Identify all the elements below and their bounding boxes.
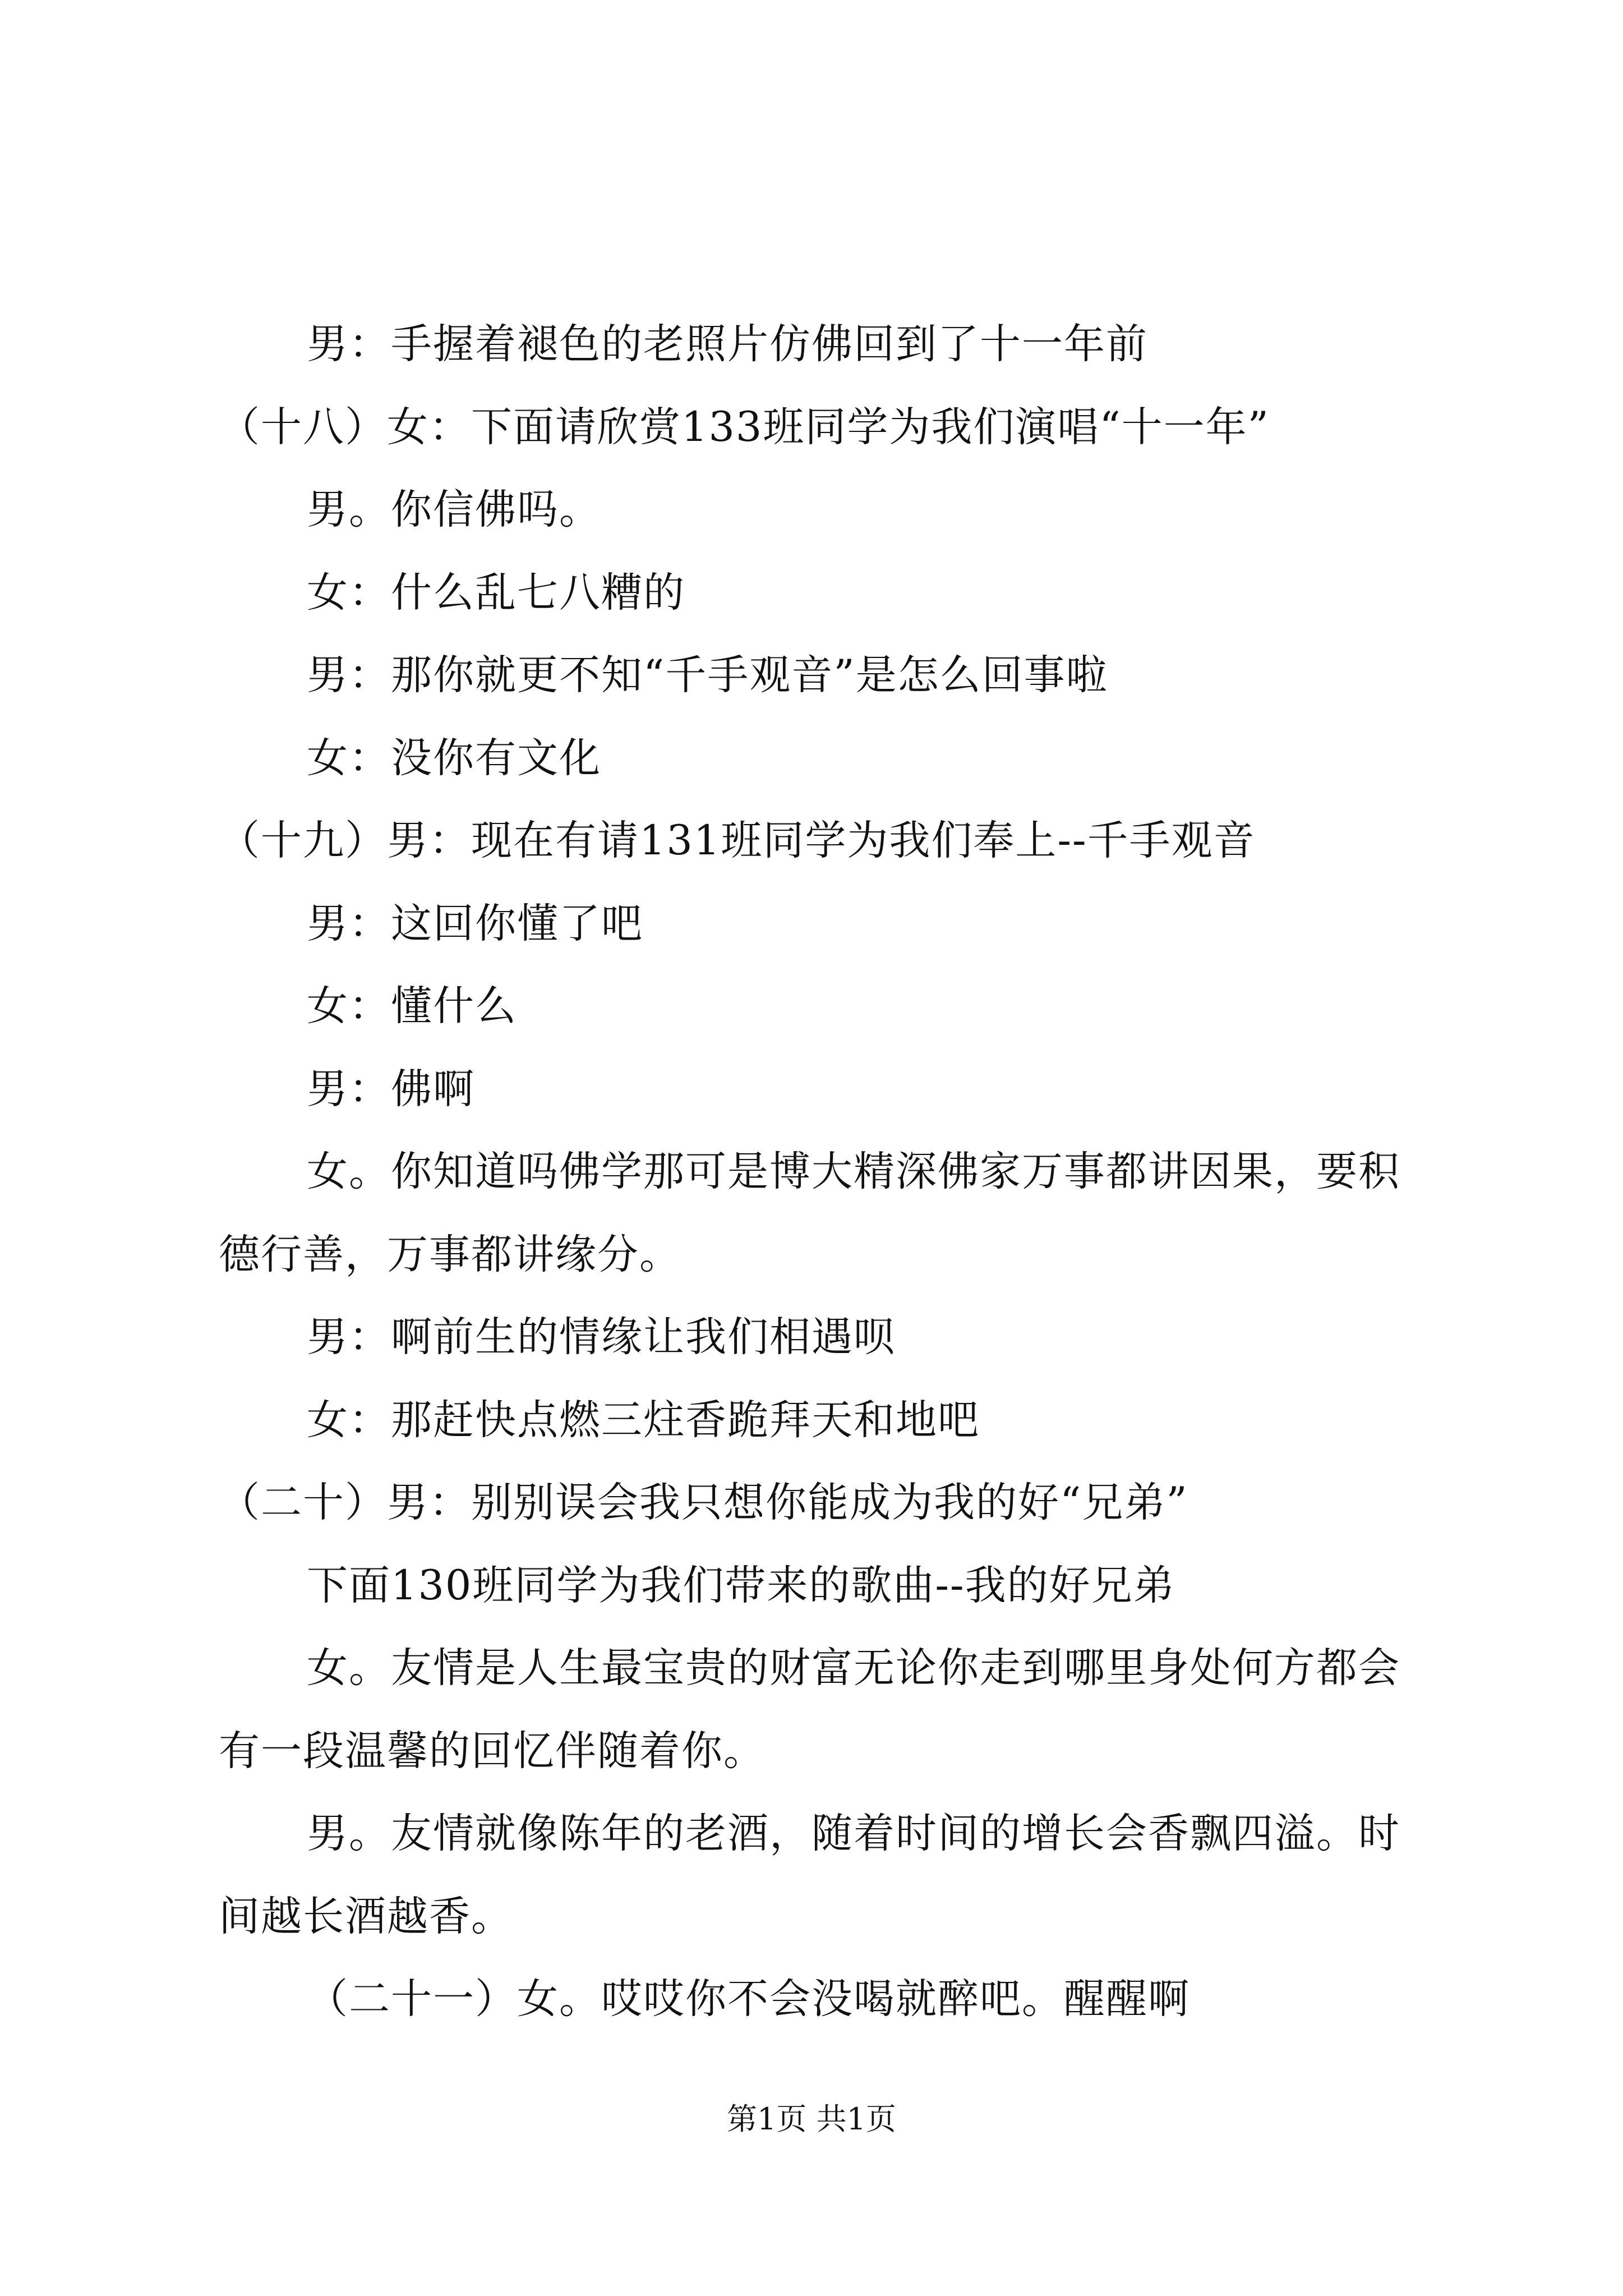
text-line: 德行善，万事都讲缘分。 <box>219 1230 681 1278</box>
text-line: 女：懂什么 <box>307 982 517 1030</box>
text-line: （二十）男：别别误会我只想你能成为我的好“兄弟” <box>219 1479 1188 1526</box>
text-line: 女。友情是人生最宝贵的财富无论你走到哪里身处何方都会 <box>307 1644 1400 1692</box>
text-line: （十八）女：下面请欣赏133班同学为我们演唱“十一年” <box>219 403 1270 451</box>
text-line: 下面130班同学为我们带来的歌曲--我的好兄弟 <box>307 1561 1175 1609</box>
text-line: （二十一）女。哎哎你不会没喝就醉吧。醒醒啊 <box>307 1975 1190 2023</box>
text-line: 有一段温馨的回忆伴随着你。 <box>219 1727 766 1775</box>
text-line: 男。你信佛吗。 <box>307 486 601 533</box>
text-line: 男：佛啊 <box>307 1065 475 1113</box>
text-line: （十九）男：现在有请131班同学为我们奉上--千手观音 <box>219 817 1256 864</box>
text-line: 女。你知道吗佛学那可是博大精深佛家万事都讲因果，要积 <box>307 1148 1400 1195</box>
text-line: 女：什么乱七八糟的 <box>307 568 685 616</box>
text-line: 男：手握着褪色的老照片仿佛回到了十一年前 <box>307 320 1148 368</box>
text-line: 男：啊前生的情缘让我们相遇呗 <box>307 1313 896 1361</box>
text-line: 男。友情就像陈年的老酒，随着时间的增长会香飘四溢。时 <box>307 1810 1400 1857</box>
text-line: 男：这回你懂了吧 <box>307 899 643 947</box>
text-line: 女：没你有文化 <box>307 734 601 782</box>
document-body <box>219 303 1430 2041</box>
text-line: 女：那赶快点燃三炷香跪拜天和地吧 <box>307 1396 980 1444</box>
text-line: 间越长酒越香。 <box>219 1892 513 1940</box>
text-line: 男：那你就更不知“千手观音”是怎么回事啦 <box>307 651 1108 699</box>
page-footer: 第1页 共1页 <box>727 2101 896 2137</box>
